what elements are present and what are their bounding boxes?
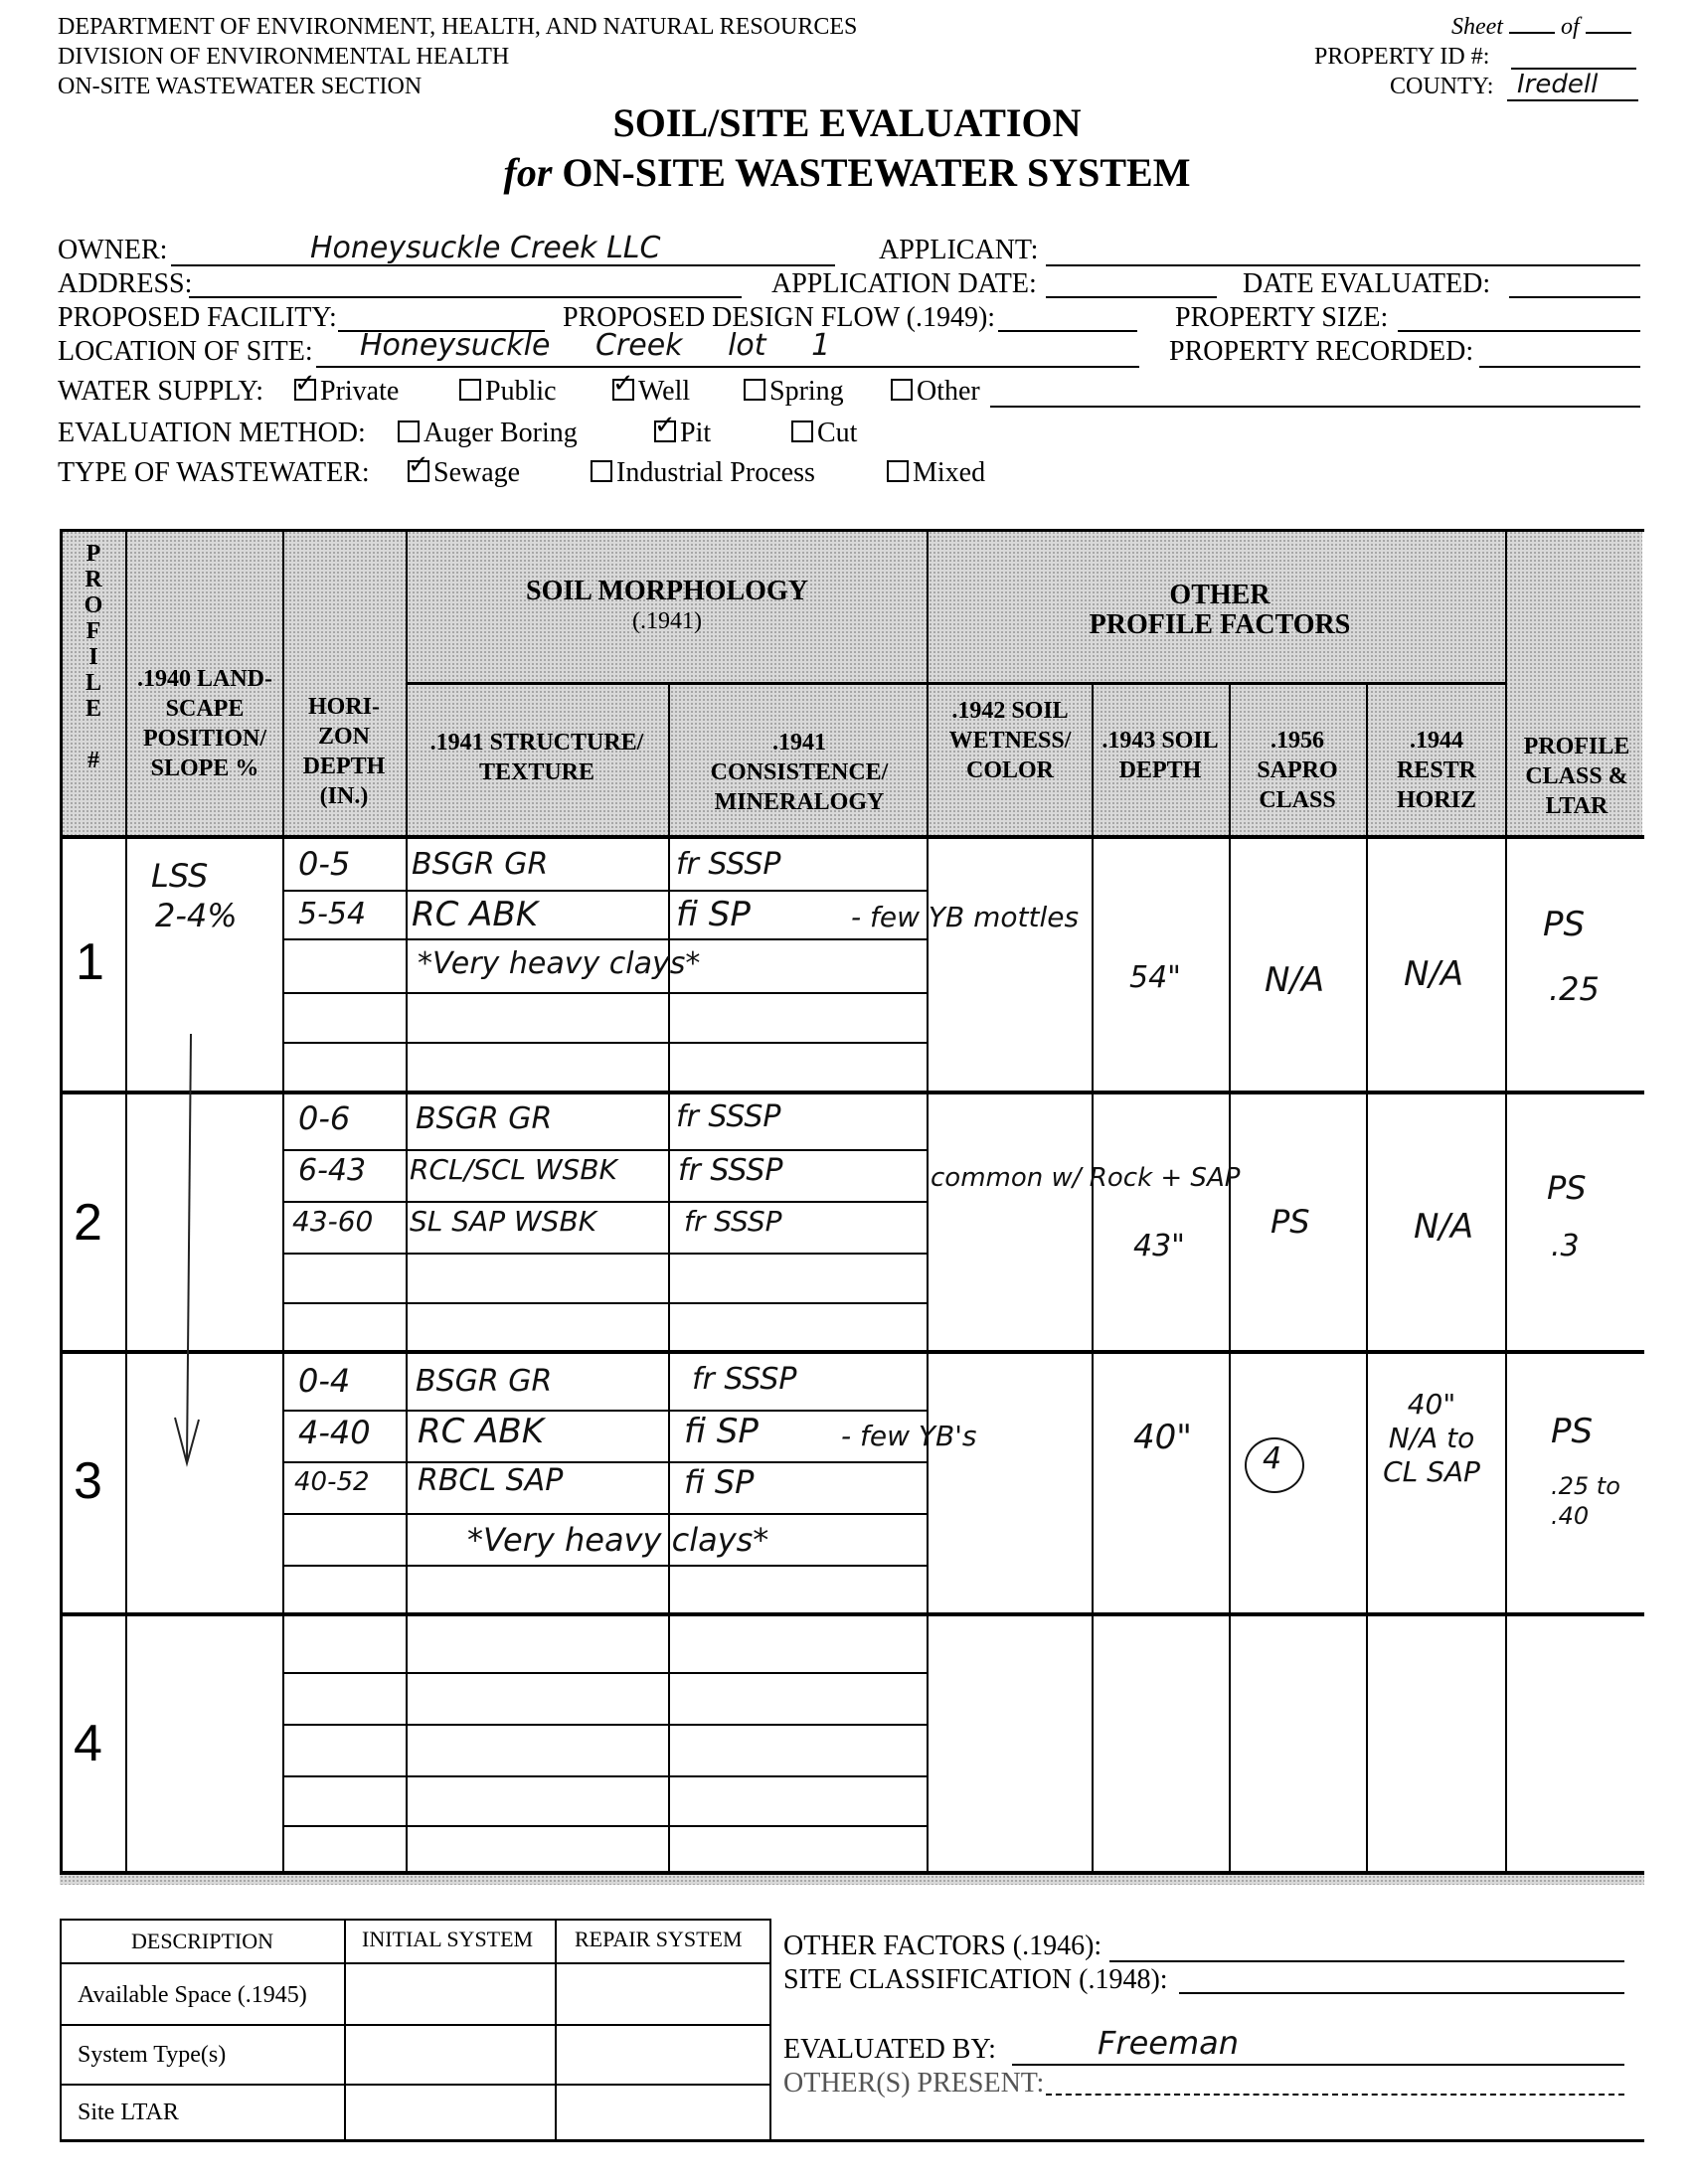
available-space-label: Available Space (.1945): [78, 1982, 307, 2008]
county-value[interactable]: Iredell: [1517, 70, 1599, 99]
soil-depth-header: .1943 SOIL DEPTH: [1101, 728, 1219, 783]
auger-checkbox[interactable]: [398, 420, 420, 442]
wastewater-type-label: TYPE OF WASTEWATER:: [58, 457, 370, 488]
profile-1-sapro[interactable]: N/A: [1265, 960, 1325, 1000]
profile-3-soil-depth[interactable]: 40": [1133, 1418, 1192, 1457]
profile-1-soil-depth[interactable]: 54": [1129, 960, 1181, 995]
location-field[interactable]: Honeysuckle Creek lot 1: [360, 328, 831, 363]
evaluated-by-field[interactable]: Freeman: [1098, 2024, 1239, 2062]
water-supply-well[interactable]: ✓ Well: [612, 376, 690, 408]
date-evaluated-label: DATE EVALUATED:: [1243, 268, 1491, 299]
profile-2-h3-structure[interactable]: SL SAP WSBK: [410, 1205, 597, 1238]
well-checkbox[interactable]: [612, 379, 634, 401]
others-present-field[interactable]: [1046, 2094, 1624, 2096]
profile-3-h1-consistence[interactable]: fr SSSP: [692, 1362, 797, 1397]
site-classification-label: SITE CLASSIFICATION (.1948):: [783, 1964, 1168, 1995]
profile-3-h3-structure[interactable]: RBCL SAP: [418, 1463, 564, 1498]
profile-3-h3-depth[interactable]: 40-52: [294, 1467, 370, 1497]
horizon-header: HORI- ZON DEPTH (IN.): [302, 694, 386, 809]
profile-2-h3-consistence[interactable]: fr SSSP: [684, 1205, 782, 1238]
water-supply-label: WATER SUPPLY:: [58, 376, 263, 407]
county-label: COUNTY:: [1390, 74, 1494, 99]
profile-3-h1-depth[interactable]: 0-4: [298, 1362, 351, 1400]
water-supply-public[interactable]: Public: [459, 376, 557, 408]
profile-2-sapro[interactable]: PS: [1270, 1203, 1310, 1241]
soil-morphology-header: SOIL MORPHOLOGY (.1941): [526, 576, 808, 634]
profile-3-h2-depth[interactable]: 4-40: [298, 1414, 371, 1451]
application-date-field[interactable]: [1046, 296, 1217, 298]
site-ltar-label: Site LTAR: [78, 2100, 179, 2125]
form-title: SOIL/SITE EVALUATION: [612, 100, 1082, 145]
profile-2-h1-structure[interactable]: BSGR GR: [416, 1101, 553, 1136]
landscape-header: .1940 LAND- SCAPE POSITION/ SLOPE %: [137, 666, 272, 781]
profile-3-wetness[interactable]: - few YB's: [841, 1420, 977, 1452]
profile-3-h2-consistence[interactable]: fi SP: [684, 1412, 759, 1451]
system-types-label: System Type(s): [78, 2042, 227, 2068]
cut-checkbox[interactable]: [791, 420, 813, 442]
profile-3-restr[interactable]: 40" N/A to CL SAP: [1383, 1388, 1480, 1488]
profile-3-h3-consistence[interactable]: fi SP: [684, 1463, 755, 1501]
consistence-header: .1941 CONSISTENCE/ MINERALOGY: [710, 730, 889, 815]
profile-1-landscape[interactable]: LSS: [151, 857, 209, 895]
description-header: DESCRIPTION: [131, 1929, 274, 1953]
private-checkbox[interactable]: [294, 379, 316, 401]
wastewater-mixed[interactable]: Mixed: [887, 457, 985, 489]
evaluation-pit[interactable]: ✓ Pit: [654, 418, 711, 449]
profile-2-h2-depth[interactable]: 6-43: [298, 1153, 367, 1188]
wastewater-industrial[interactable]: Industrial Process: [591, 457, 815, 489]
sheet-indicator: [1451, 12, 1631, 42]
profile-3-sapro[interactable]: 4: [1263, 1441, 1282, 1476]
profile-3-ltar[interactable]: .25 to .40: [1551, 1472, 1620, 1530]
profile-2-number: 2: [74, 1194, 102, 1252]
design-flow-field[interactable]: [998, 330, 1137, 332]
profile-2-h1-depth[interactable]: 0-6: [298, 1099, 351, 1137]
other-factors-field[interactable]: [1109, 1960, 1624, 1962]
profile-3-number: 3: [74, 1452, 102, 1510]
proposed-facility-label: PROPOSED FACILITY:: [58, 302, 337, 333]
initial-system-header: INITIAL SYSTEM: [362, 1927, 534, 1951]
property-recorded-field[interactable]: [1479, 366, 1640, 368]
profile-2-class[interactable]: PS: [1547, 1169, 1587, 1207]
slope-arrow: [169, 1034, 209, 1471]
pit-checkbox[interactable]: [654, 420, 676, 442]
applicant-field[interactable]: [1046, 264, 1640, 266]
water-supply-private[interactable]: ✓ Private: [294, 376, 399, 408]
wetness-header: .1942 SOIL WETNESS/ COLOR: [948, 698, 1072, 783]
restr-header: .1944 RESTR HORIZ: [1396, 728, 1477, 813]
profile-4-number: 4: [74, 1715, 102, 1772]
profile-1-h2-consistence[interactable]: fi SP: [676, 895, 751, 934]
profile-2-ltar[interactable]: .3: [1551, 1229, 1580, 1263]
owner-field[interactable]: Honeysuckle Creek LLC: [310, 231, 661, 265]
profile-3-h1-structure[interactable]: BSGR GR: [416, 1364, 553, 1399]
profile-2-restr[interactable]: N/A: [1414, 1207, 1474, 1247]
profile-1-h2-structure[interactable]: RC ABK: [412, 895, 539, 934]
profile-1-class[interactable]: PS: [1543, 905, 1586, 944]
profile-2-h2-consistence[interactable]: fr SSSP: [678, 1153, 783, 1188]
sheet-label: Sheet: [1451, 14, 1503, 40]
application-date-label: APPLICATION DATE:: [771, 268, 1037, 299]
others-present-label: OTHER(S) PRESENT:: [783, 2068, 1045, 2099]
profile-2-h2-structure[interactable]: RCL/SCL WSBK: [410, 1153, 617, 1186]
profile-1-h2-depth[interactable]: 5-54: [298, 897, 367, 931]
profile-1-slope[interactable]: 2-4%: [155, 897, 238, 934]
evaluated-by-label: EVALUATED BY:: [783, 2034, 996, 2065]
evaluation-auger[interactable]: Auger Boring: [398, 418, 578, 449]
property-size-label: PROPERTY SIZE:: [1175, 302, 1389, 333]
profile-1-h3-structure[interactable]: *Very heavy clays*: [418, 946, 701, 981]
mixed-checkbox[interactable]: [887, 460, 909, 482]
property-id-label: PROPERTY ID #:: [1314, 44, 1490, 70]
profile-3-h2-structure[interactable]: RC ABK: [418, 1412, 545, 1451]
profile-1-number: 1: [76, 933, 104, 991]
profile-2-soil-depth[interactable]: 43": [1133, 1229, 1185, 1263]
profile-1-h1-depth[interactable]: 0-5: [298, 845, 351, 883]
repair-system-header: REPAIR SYSTEM: [575, 1927, 743, 1951]
profile-2-wetness[interactable]: common w/ Rock + SAP: [931, 1163, 1241, 1193]
location-label: LOCATION OF SITE:: [58, 336, 313, 367]
profile-2-h3-depth[interactable]: 43-60: [292, 1205, 374, 1238]
owner-label: OWNER:: [58, 235, 168, 265]
department-name: DEPARTMENT OF ENVIRONMENT, HEALTH, AND NATURAL RESOURCES: [58, 14, 858, 40]
applicant-label: APPLICANT:: [879, 235, 1039, 265]
sewage-checkbox[interactable]: [408, 460, 429, 482]
address-label: ADDRESS:: [58, 268, 193, 299]
other-factors-header: OTHER PROFILE FACTORS: [1089, 580, 1351, 640]
public-checkbox[interactable]: [459, 379, 481, 401]
other-factors-label: OTHER FACTORS (.1946):: [783, 1931, 1102, 1961]
sapro-header: .1956 SAPRO CLASS: [1257, 728, 1338, 813]
water-supply-spring[interactable]: Spring: [744, 376, 844, 408]
profile-1-h1-structure[interactable]: BSGR GR: [412, 847, 549, 882]
spring-checkbox[interactable]: [744, 379, 765, 401]
site-classification-field[interactable]: [1179, 1992, 1624, 1994]
date-evaluated-field[interactable]: [1509, 296, 1640, 298]
profile-1-ltar[interactable]: .25: [1549, 970, 1600, 1008]
property-recorded-label: PROPERTY RECORDED:: [1169, 336, 1474, 367]
evaluation-method-label: EVALUATION METHOD:: [58, 418, 366, 448]
of-label: of: [1560, 14, 1580, 40]
other-checkbox[interactable]: [891, 379, 913, 401]
profile-1-h1-consistence[interactable]: fr SSSP: [676, 847, 781, 882]
design-flow-label: PROPOSED DESIGN FLOW (.1949):: [563, 302, 996, 333]
profile-1-restr[interactable]: N/A: [1404, 954, 1464, 994]
profile-header: P R O F I L E #: [84, 541, 103, 773]
address-field[interactable]: [189, 296, 742, 298]
wastewater-sewage[interactable]: ✓ Sewage: [408, 457, 520, 489]
water-supply-other[interactable]: Other: [891, 376, 980, 408]
profile-3-h4-structure[interactable]: *Very heavy clays*: [467, 1521, 769, 1559]
evaluation-cut[interactable]: Cut: [791, 418, 857, 449]
division-name: DIVISION OF ENVIRONMENTAL HEALTH: [58, 44, 510, 70]
water-supply-other-field[interactable]: [990, 406, 1640, 408]
industrial-checkbox[interactable]: [591, 460, 612, 482]
property-size-field[interactable]: [1398, 330, 1640, 332]
profile-class-header: PROFILE CLASS & LTAR: [1523, 734, 1630, 819]
profile-3-class[interactable]: PS: [1551, 1412, 1594, 1451]
form-subtitle: for ON-SITE WASTEWATER SYSTEM: [503, 150, 1191, 195]
profile-1-wetness[interactable]: - few YB mottles: [851, 901, 1080, 933]
profile-2-h1-consistence[interactable]: fr SSSP: [676, 1099, 781, 1134]
section-name: ON-SITE WASTEWATER SECTION: [58, 74, 423, 99]
structure-header: .1941 STRUCTURE/ TEXTURE: [429, 730, 644, 785]
